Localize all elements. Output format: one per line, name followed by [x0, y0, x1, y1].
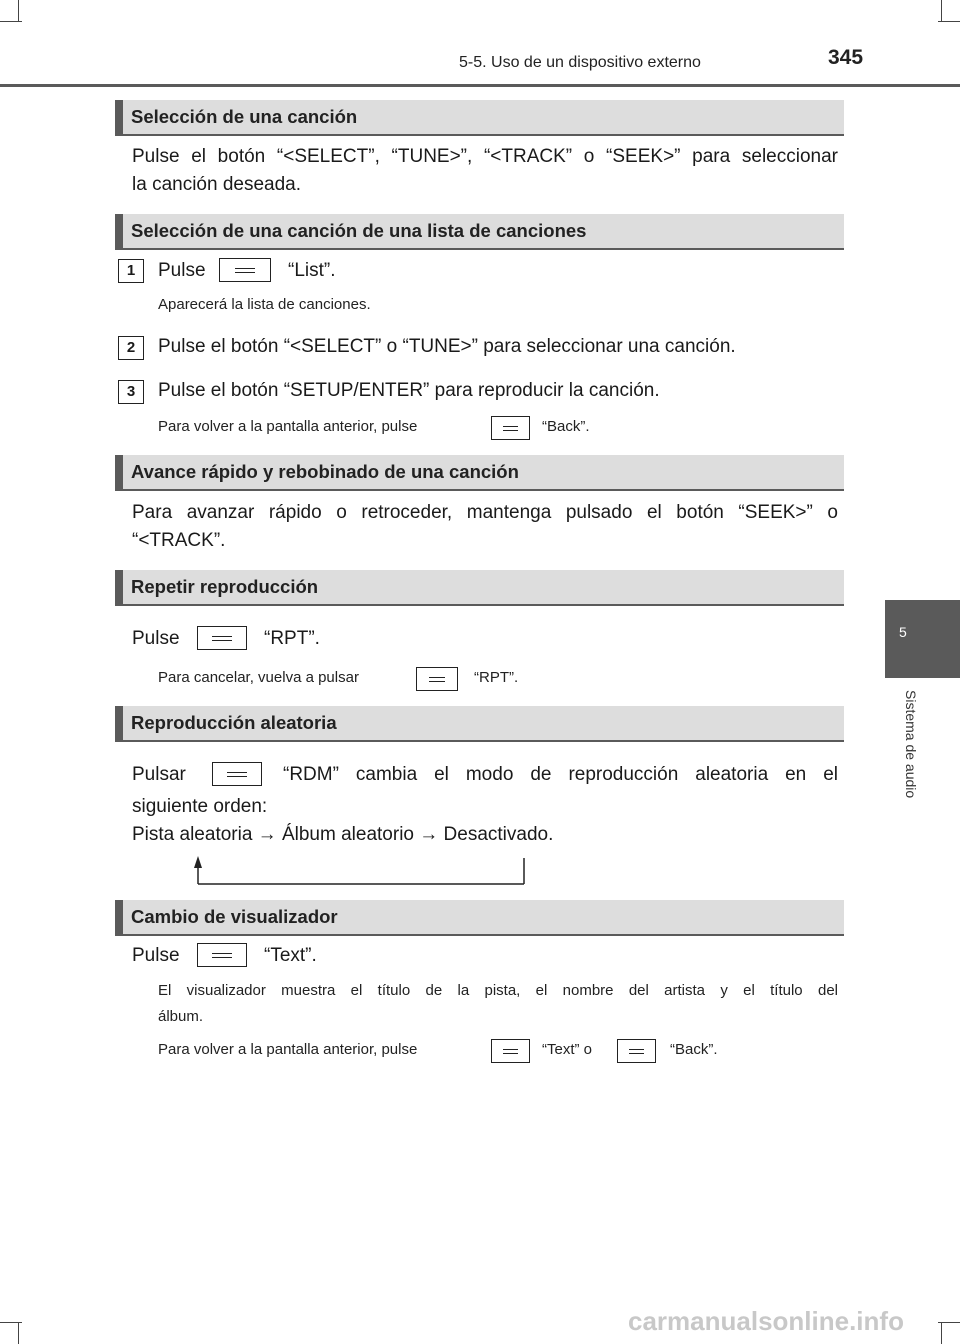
page-number: 345 — [828, 46, 864, 69]
section-heading: Cambio de visualizador — [115, 900, 844, 936]
screen-button-icon — [212, 762, 262, 786]
note: “RPT”. — [474, 669, 519, 686]
section-heading: Reproducción aleatoria — [115, 706, 844, 742]
screen-button-icon — [617, 1039, 656, 1063]
section-heading: Selección de una canción de una lista de canciones — [115, 214, 844, 250]
running-header: 5-5. Uso de un dispositivo externo — [459, 54, 701, 71]
paragraph: la canción deseada. — [132, 174, 302, 195]
screen-button-icon — [416, 667, 458, 691]
crop-mark — [941, 1322, 942, 1344]
note: Para volver a la pantalla anterior, pulse — [158, 418, 418, 435]
note: “Back”. — [670, 1041, 718, 1058]
crop-mark — [938, 1322, 960, 1323]
paragraph: Pista aleatoria → Álbum aleatorio → Desactivado. — [132, 824, 554, 845]
crop-mark — [941, 0, 942, 22]
paragraph: Pulse — [132, 628, 180, 649]
crop-mark — [18, 0, 19, 22]
screen-button-icon — [219, 258, 271, 282]
paragraph: Para avanzar rápido o retroceder, mantenga pulsado el botón “SEEK>” o — [132, 502, 838, 523]
chapter-number: 5 — [899, 624, 907, 640]
header-rule — [0, 84, 960, 87]
loop-arrow-icon — [190, 856, 530, 888]
note: “Back”. — [542, 418, 590, 435]
chapter-label-container — [903, 690, 923, 830]
screen-button-icon — [197, 943, 247, 967]
paragraph: Pulse — [132, 945, 180, 966]
step-text: Pulse el botón “SETUP/ENTER” para reproducir la canción. — [158, 380, 660, 401]
watermark: carmanualsonline.info — [628, 1306, 904, 1336]
step-number: 1 — [118, 259, 144, 283]
crop-mark — [0, 21, 22, 22]
step-number: 2 — [118, 336, 144, 360]
chapter-label: Sistema de audio — [903, 690, 919, 799]
note: Para cancelar, vuelva a pulsar — [158, 669, 359, 686]
screen-button-icon — [491, 1039, 530, 1063]
paragraph: “RPT”. — [264, 628, 320, 649]
step-text: Pulse el botón “<SELECT” o “TUNE>” para seleccionar una canción. — [158, 336, 736, 357]
section-heading: Avance rápido y rebobinado de una canción — [115, 455, 844, 491]
step-text: “List”. — [288, 260, 336, 281]
paragraph: “Text”. — [264, 945, 317, 966]
paragraph: siguiente orden: — [132, 796, 268, 817]
paragraph: Pulse el botón “<SELECT”, “TUNE>”, “<TRACK” o “SEEK>” para seleccionar — [132, 146, 838, 167]
crop-mark — [0, 1322, 22, 1323]
paragraph: Pulsar — [132, 764, 186, 785]
screen-button-icon — [491, 416, 530, 440]
step-number: 3 — [118, 380, 144, 404]
note: “Text” o — [542, 1041, 593, 1058]
section-heading: Selección de una canción — [115, 100, 844, 136]
note: álbum. — [158, 1008, 204, 1025]
note: Para volver a la pantalla anterior, pulse — [158, 1041, 418, 1058]
step-text: Pulse — [158, 260, 206, 281]
crop-mark — [938, 21, 960, 22]
screen-button-icon — [197, 626, 247, 650]
chapter-tab — [885, 600, 960, 678]
section-heading: Repetir reproducción — [115, 570, 844, 606]
paragraph: “RDM” cambia el modo de reproducción aleatoria en el — [283, 764, 838, 785]
crop-mark — [18, 1322, 19, 1344]
note: El visualizador muestra el título de la pista, el nombre del artista y el título del — [158, 982, 838, 999]
note: Aparecerá la lista de canciones. — [158, 296, 371, 313]
paragraph: “<TRACK”. — [132, 530, 226, 551]
